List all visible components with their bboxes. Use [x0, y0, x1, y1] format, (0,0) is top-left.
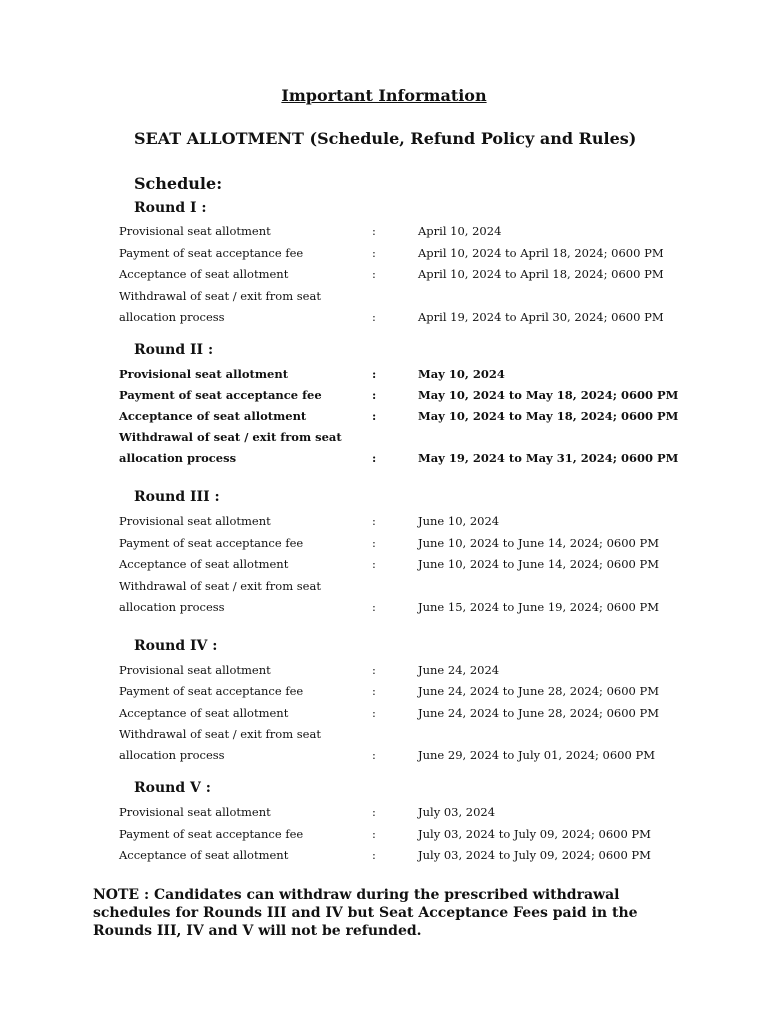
schedule-row — [0, 681, 768, 701]
row-label: Provisional seat allotment — [119, 514, 271, 528]
row-value: July 03, 2024 — [418, 805, 496, 819]
row-separator: : — [372, 663, 376, 677]
row-separator: : — [372, 536, 376, 550]
row-separator: : — [372, 310, 376, 324]
row-value: June 24, 2024 to June 28, 2024; 0600 PM — [418, 684, 660, 698]
row-label: Acceptance of seat allotment — [119, 557, 289, 571]
row-value: May 19, 2024 to May 31, 2024; 0600 PM — [418, 451, 679, 465]
schedule-heading: Schedule: — [134, 174, 223, 193]
row-separator: : — [372, 224, 376, 238]
schedule-row — [0, 802, 768, 822]
schedule-row — [0, 703, 768, 723]
row-label-continued: allocation process — [119, 600, 225, 614]
row-separator: : — [372, 514, 376, 528]
schedule-row — [0, 427, 768, 447]
page-title: Important Information — [281, 86, 487, 105]
row-value: April 10, 2024 — [418, 224, 502, 238]
row-label: Acceptance of seat allotment — [119, 706, 289, 720]
row-label: Acceptance of seat allotment — [119, 267, 289, 281]
row-separator: : — [372, 827, 376, 841]
row-separator: : — [372, 748, 376, 762]
row-separator: : — [372, 600, 376, 614]
row-value: April 10, 2024 to April 18, 2024; 0600 PM — [418, 246, 664, 260]
schedule-row — [0, 511, 768, 531]
row-value: July 03, 2024 to July 09, 2024; 0600 PM — [418, 848, 651, 862]
row-separator: : — [372, 451, 377, 465]
row-value: July 03, 2024 to July 09, 2024; 0600 PM — [418, 827, 651, 841]
schedule-row — [0, 364, 768, 384]
row-value: June 24, 2024 to June 28, 2024; 0600 PM — [418, 706, 660, 720]
row-value: June 24, 2024 — [418, 663, 500, 677]
row-separator: : — [372, 367, 377, 381]
row-value: June 15, 2024 to June 19, 2024; 0600 PM — [418, 600, 660, 614]
row-separator: : — [372, 246, 376, 260]
schedule-row — [0, 307, 768, 327]
row-separator: : — [372, 805, 376, 819]
round-3-heading: Round III : — [134, 489, 220, 505]
row-value: April 19, 2024 to April 30, 2024; 0600 PM — [418, 310, 664, 324]
row-label: Withdrawal of seat / exit from seat — [119, 727, 321, 741]
row-label: Withdrawal of seat / exit from seat — [119, 579, 321, 593]
schedule-row — [0, 845, 768, 865]
row-separator: : — [372, 706, 376, 720]
round-5-heading: Round V : — [134, 780, 211, 796]
schedule-row — [0, 576, 768, 596]
schedule-row — [0, 448, 768, 468]
row-label-continued: allocation process — [119, 451, 237, 465]
round-1-heading: Round I : — [134, 200, 207, 216]
row-separator: : — [372, 409, 377, 423]
section-title: SEAT ALLOTMENT (Schedule, Refund Policy and Rules) — [134, 129, 637, 148]
row-value: June 29, 2024 to July 01, 2024; 0600 PM — [418, 748, 655, 762]
row-separator: : — [372, 267, 376, 281]
row-label: Provisional seat allotment — [119, 224, 271, 238]
row-label: Payment of seat acceptance fee — [119, 536, 304, 550]
row-value: May 10, 2024 to May 18, 2024; 0600 PM — [418, 409, 679, 423]
row-separator: : — [372, 388, 377, 402]
row-label: Provisional seat allotment — [119, 805, 271, 819]
round-2-heading: Round II : — [134, 342, 214, 358]
refund-note: NOTE : Candidates can withdraw during the prescribed withdrawal schedules for Rounds III and IV but Seat Acceptance Fees paid in the Rounds III, IV and V will not be refunded. — [93, 887, 638, 939]
schedule-row — [0, 724, 768, 744]
schedule-row — [0, 745, 768, 765]
row-label: Payment of seat acceptance fee — [119, 388, 322, 402]
row-label: Acceptance of seat allotment — [119, 409, 307, 423]
schedule-row — [0, 554, 768, 574]
row-separator: : — [372, 848, 376, 862]
schedule-row — [0, 243, 768, 263]
row-label-continued: allocation process — [119, 310, 225, 324]
row-label: Provisional seat allotment — [119, 663, 271, 677]
row-separator: : — [372, 557, 376, 571]
row-label: Withdrawal of seat / exit from seat — [119, 289, 321, 303]
schedule-row — [0, 286, 768, 306]
row-label: Payment of seat acceptance fee — [119, 684, 304, 698]
row-label: Payment of seat acceptance fee — [119, 827, 304, 841]
row-separator: : — [372, 684, 376, 698]
schedule-row — [0, 533, 768, 553]
schedule-row — [0, 385, 768, 405]
schedule-row — [0, 264, 768, 284]
schedule-row — [0, 221, 768, 241]
row-value: June 10, 2024 to June 14, 2024; 0600 PM — [418, 557, 660, 571]
row-value: April 10, 2024 to April 18, 2024; 0600 PM — [418, 267, 664, 281]
row-value: June 10, 2024 — [418, 514, 500, 528]
schedule-row — [0, 660, 768, 680]
schedule-row — [0, 824, 768, 844]
round-4-heading: Round IV : — [134, 638, 218, 654]
row-label: Acceptance of seat allotment — [119, 848, 289, 862]
schedule-row — [0, 406, 768, 426]
row-value: May 10, 2024 to May 18, 2024; 0600 PM — [418, 388, 679, 402]
row-label-continued: allocation process — [119, 748, 225, 762]
row-label: Provisional seat allotment — [119, 367, 289, 381]
row-label: Payment of seat acceptance fee — [119, 246, 304, 260]
row-label: Withdrawal of seat / exit from seat — [119, 430, 342, 444]
row-value: May 10, 2024 — [418, 367, 505, 381]
row-value: June 10, 2024 to June 14, 2024; 0600 PM — [418, 536, 660, 550]
schedule-row — [0, 597, 768, 617]
